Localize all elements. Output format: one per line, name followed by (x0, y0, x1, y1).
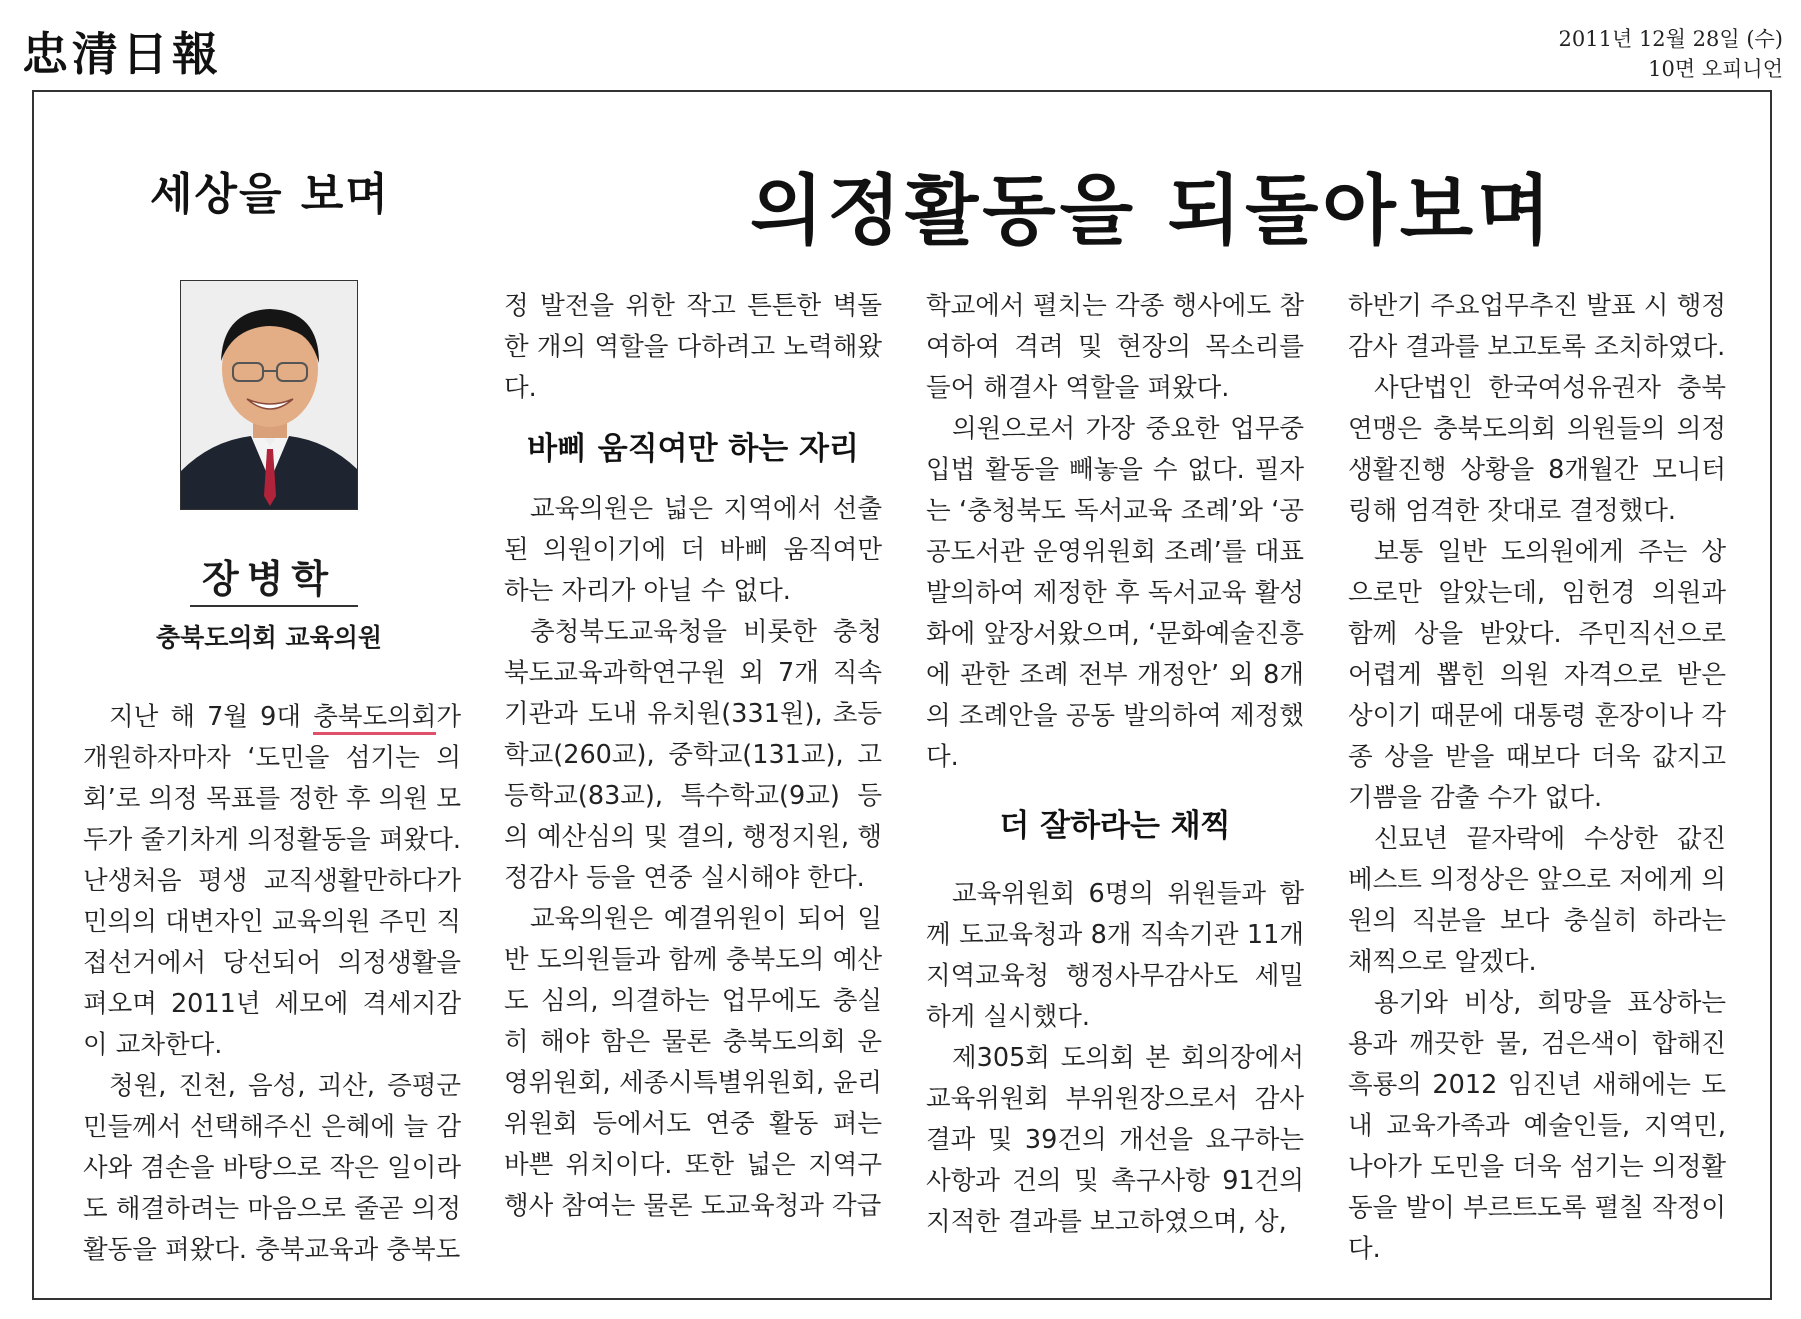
article-column-1 (83, 697, 461, 1271)
paragraph: 의원으로서 가장 중요한 업무중 입법 활동을 빼놓을 수 없다. 필자는 ‘충청북도 독서교육 조례’와 ‘공공도서관 운영위원회 조례’를 대표 발의하여 제정한 후 독서교육 활성화에 앞장서왔으며, ‘문화예술진흥에 관한 조례 전부 개정안’ 외 8개의 조례안을 공동 발의하여 제정했다. (926, 414, 1304, 772)
author-photo (180, 280, 358, 510)
dateline (1559, 24, 1783, 84)
paragraph: 사단법인 한국여성유권자 충북연맹은 충북도의회 의원들의 의정생활진행 상황을 8개월간 모니터링해 엄격한 잣대로 결정했다. (1348, 373, 1726, 526)
text-span: 가 개원하자마자 ‘도민을 섬기는 의회’로 의정 목표를 정한 후 의원 모두가 줄기차게 의정활동을 펴왔다. 난생처음 평생 교직생활만하다가 민의의 대변자인 교육의원 주민 직접선거에서 당선되어 의정생활을 펴오며 2011년 세모에 격세지감이 교차한다. (83, 702, 461, 1060)
paragraph: 보통 일반 도의원에게 주는 상으로만 알았는데, 임헌경 의원과 함께 상을 받았다. 주민직선으로 어렵게 뽑힌 의원 자격으로 받은 상이기 때문에 대통령 훈장이나 각종 상을 받을 때보다 더욱 값지고 기쁨을 감출 수가 없다. (1348, 537, 1726, 813)
highlighted-text: 충북도의회 (313, 702, 436, 735)
paragraph: 제305회 도의회 본 회의장에서 교육위원회 부위원장으로서 감사 결과 및 39건의 개선을 요구하는 사항과 건의 및 촉구사항 91건의 지적한 결과를 보고하였으며, 상, (926, 1043, 1304, 1237)
newspaper-masthead: 忠清日報 (22, 27, 222, 81)
paragraph: 학교에서 펼치는 각종 행사에도 참여하여 격려 및 현장의 목소리를 들어 해결사 역할을 펴왔다. (926, 291, 1304, 403)
author-name: 장병학 (201, 557, 337, 601)
column-series-title: 세상을 보며 (150, 169, 390, 220)
paragraph: 청원, 진천, 음성, 괴산, 증평군 민들께서 선택해주신 은혜에 늘 감사와 겸손을 바탕으로 작은 일이라도 해결하려는 마음으로 줄곧 의정활동을 펴왔다. 충북교육과 충북도 (83, 1071, 461, 1265)
paragraph: 신묘년 끝자락에 수상한 값진 베스트 의정상은 앞으로 저에게 의원의 직분을 보다 충실히 하라는 채찍으로 알겠다. (1348, 824, 1726, 977)
article-column-3 (926, 286, 1304, 1243)
paragraph (83, 697, 461, 1066)
author-position: 충북도의회 교육의원 (155, 623, 383, 652)
author-divider (190, 605, 358, 607)
article-headline: 의정활동을 되돌아보며 (750, 166, 1555, 255)
paragraph: 정 발전을 위한 작고 튼튼한 벽돌 한 개의 역할을 다하려고 노력해왔다. (504, 291, 882, 403)
text-span: 지난 해 7월 9대 (109, 702, 314, 732)
article-column-2 (504, 286, 882, 1227)
paragraph: 교육의원은 예결위원이 되어 일반 도의원들과 함께 충북도의 예산도 심의, 의결하는 업무에도 충실히 해야 함은 물론 충북도의회 운영위원회, 세종시특별위원회, 윤리위원회 등에서도 연중 활동 펴는 바쁜 위치이다. 또한 넓은 지역구 행사 참여는 물론 도교육청과 각급 (504, 904, 882, 1221)
page-section: 10면 오피니언 (1648, 57, 1783, 81)
paragraph: 교육의원은 넓은 지역에서 선출된 의원이기에 더 바삐 움직여만 하는 자리가 아닐 수 없다. (504, 494, 882, 606)
paragraph: 교육위원회 6명의 위원들과 함께 도교육청과 8개 직속기관 11개 지역교육청 행정사무감사도 세밀하게 실시했다. (926, 879, 1304, 1032)
paragraph: 하반기 주요업무추진 발표 시 행정감사 결과를 보고토록 조치하였다. (1348, 291, 1726, 362)
section-heading: 바삐 움직여만 하는 자리 (527, 431, 859, 467)
author-portrait-image (181, 281, 358, 510)
paragraph: 용기와 비상, 희망을 표상하는 용과 깨끗한 물, 검은색이 합해진 흑룡의 2012 임진년 새해에는 도내 교육가족과 예술인들, 지역민, 나아가 도민을 더욱 섬기는 의정활동을 발이 부르트도록 펼칠 작정이다. (1348, 988, 1726, 1264)
section-heading: 더 잘하라는 채찍 (999, 808, 1231, 844)
issue-date: 2011년 12월 28일 (수) (1558, 27, 1783, 51)
article-column-4 (1348, 286, 1726, 1270)
paragraph: 충청북도교육청을 비롯한 충청북도교육과학연구원 외 7개 직속기관과 도내 유치원(331원), 초등학교(260교), 중학교(131교), 고등학교(83교), 특수학교(9교) 등의 예산심의 및 결의, 행정지원, 행정감사 등을 연중 실시해야 한다. (504, 617, 882, 893)
